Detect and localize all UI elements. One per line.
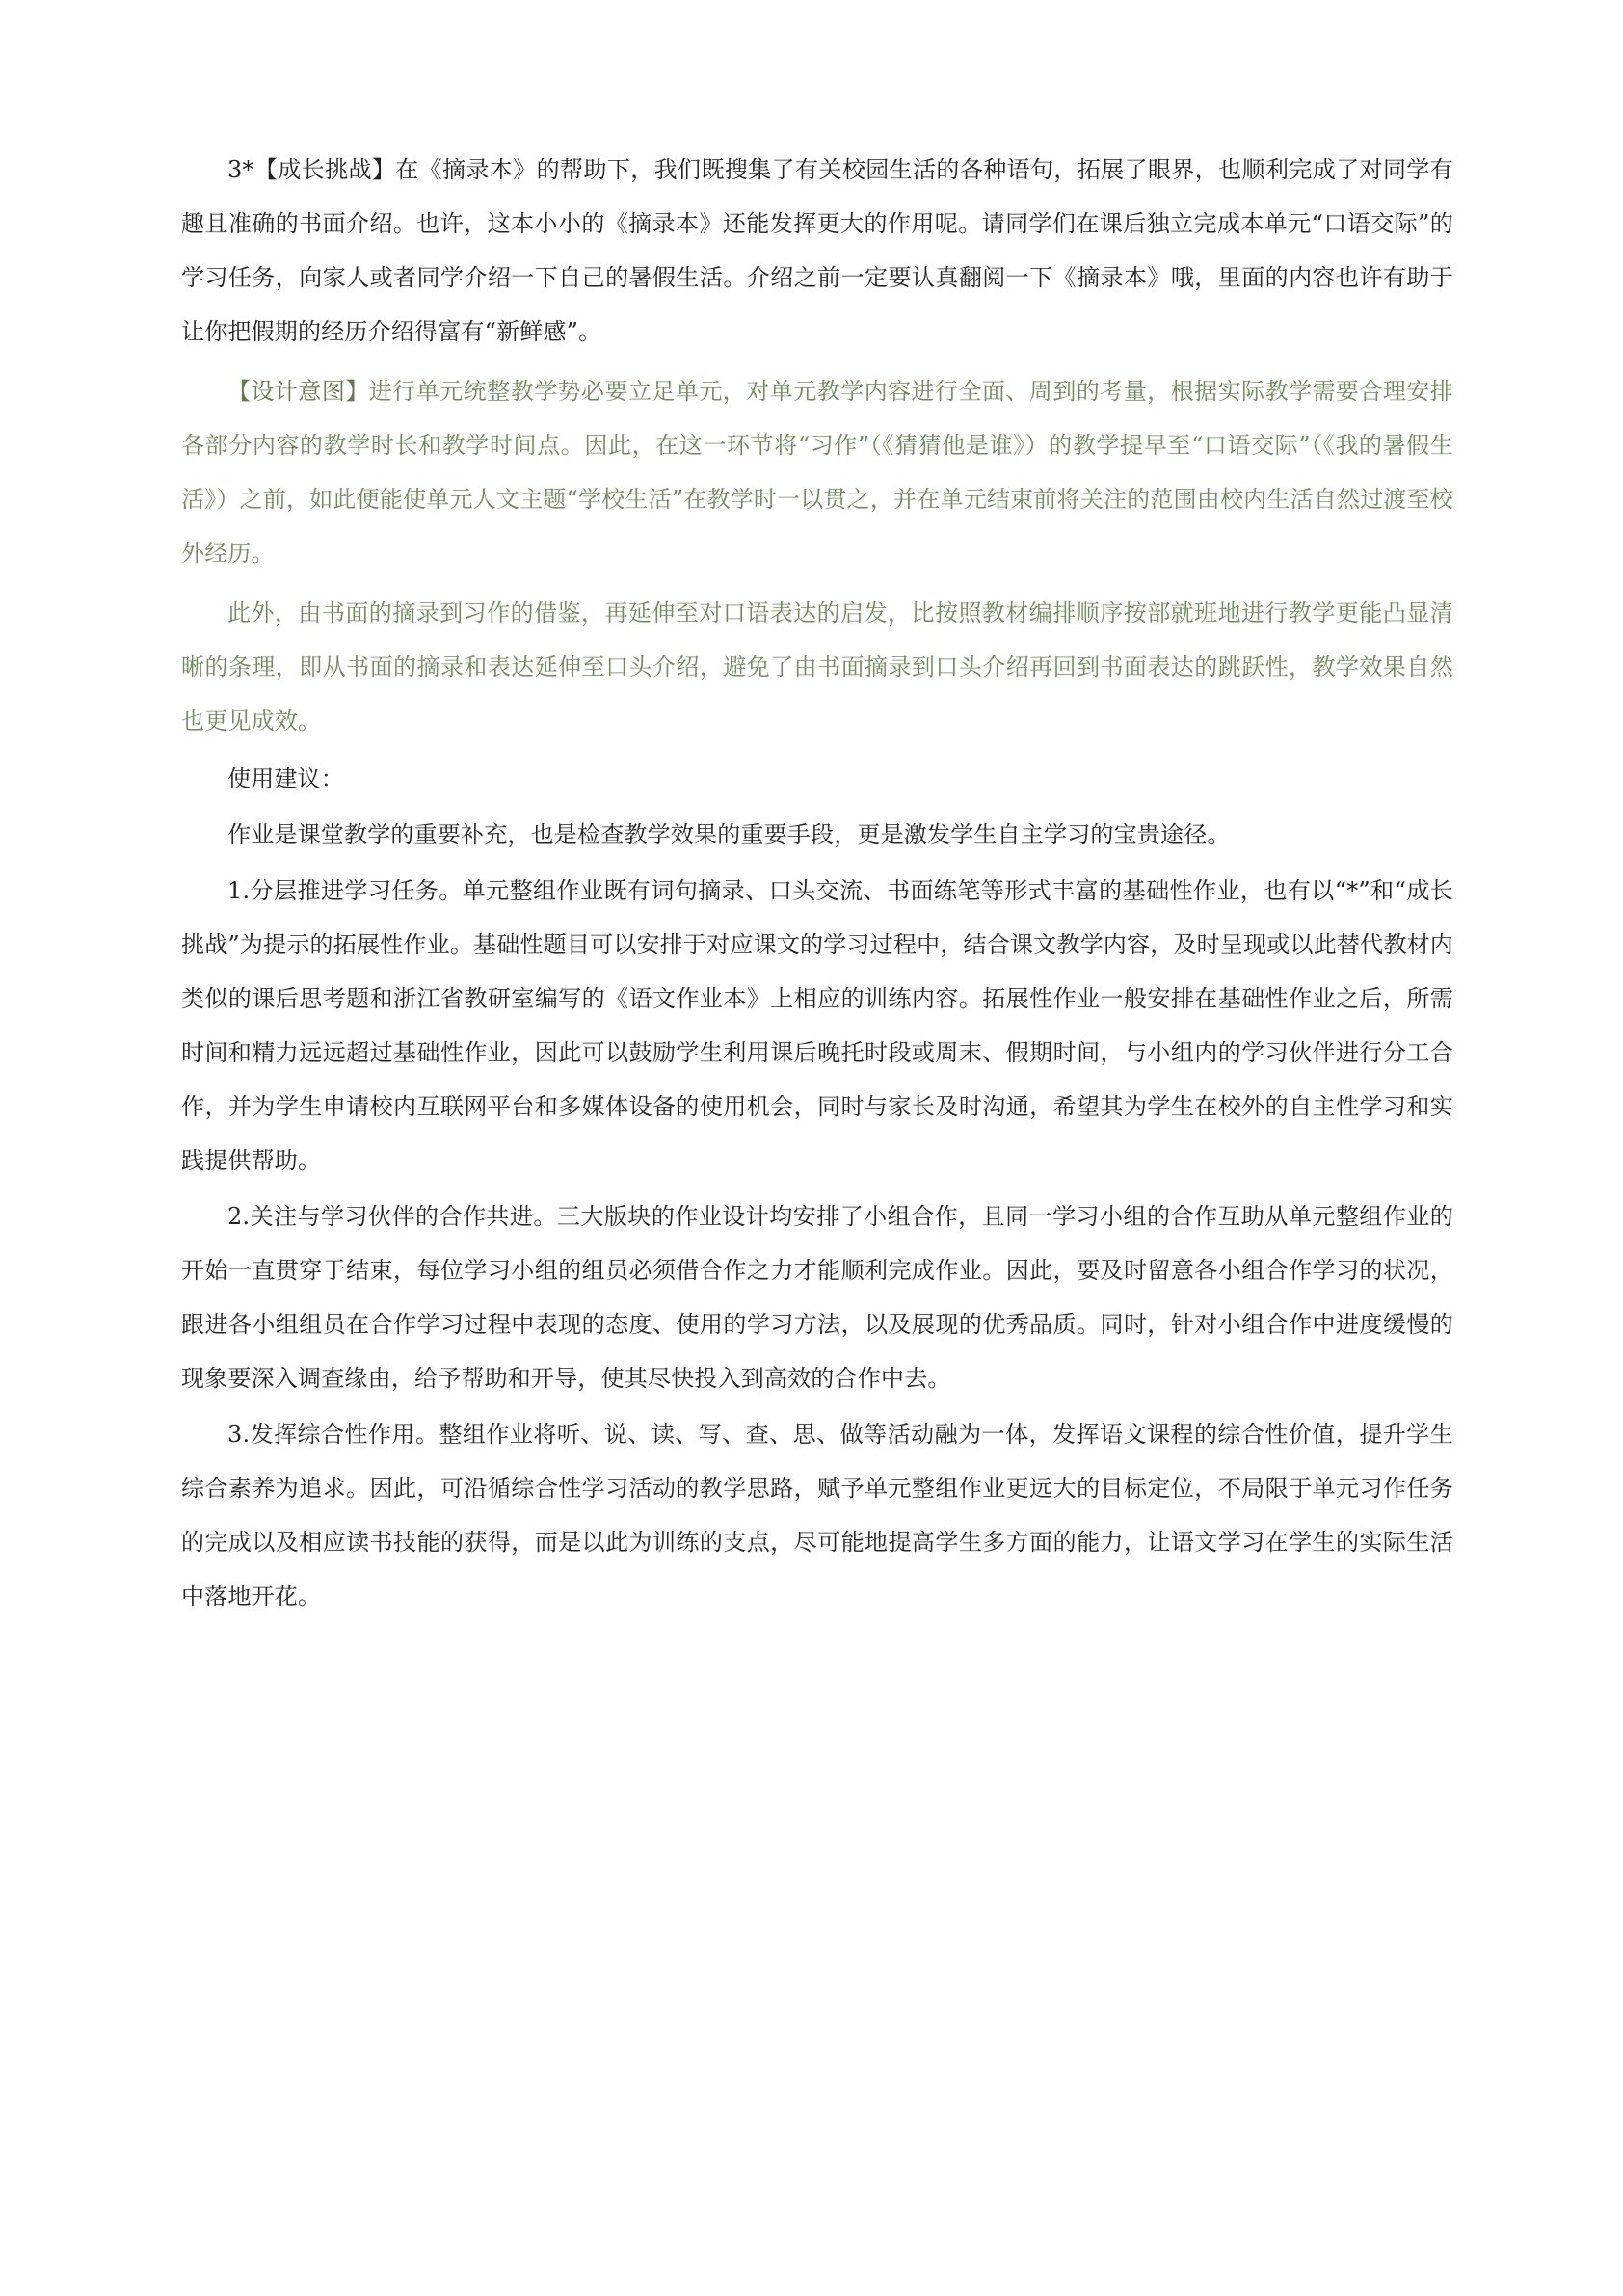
design-rationale-tag: 【设计意图】: [227, 378, 369, 405]
suggestion-item-1: 1.分层推进学习任务。单元整组作业既有词句摘录、口头交流、书面练笔等形式丰富的基础性作业，也有以“*”和“成长挑战”为提示的拓展性作业。基础性题目可以安排于对应课文的学习过程中，结合课文教学内容，及时呈现或以此替代教材内类似的课后思考题和浙江省教研室编写的《语文作业本》上相应的训练内容。拓展性作业一般安排在基础性作业之后，所需时间和精力远远超过基础性作业，因此可以鼓励学生利用课后晚托时段或周末、假期时间，与小组内的学习伙伴进行分工合作，并为学生申请校内互联网平台和多媒体设备的使用机会，同时与家长及时沟通，希望其为学生在校外的自主性学习和实践提供帮助。: [181, 877, 1453, 1174]
usage-suggestions-intro: 作业是课堂教学的重要补充，也是检查教学效果的重要手段，更是激发学生自主学习的宝贵途径。: [227, 821, 1231, 848]
document-body: [181, 143, 1453, 1623]
suggestion-item-2: 2.关注与学习伙伴的合作共进。三大版块的作业设计均安排了小组合作，且同一学习小组的合作互助从单元整组作业的开始一直贯穿于结束，每位学习小组的组员必须借合作之力才能顺利完成作业。因此，要及时留意各小组合作学习的状况，跟进各小组组员在合作学习过程中表现的态度、使用的学习方法，以及展现的优秀品质。同时，针对小组合作中进度缓慢的现象要深入调查缘由，给予帮助和开导，使其尽快投入到高效的合作中去。: [181, 1203, 1453, 1392]
design-rationale-followup: 此外，由书面的摘录到习作的借鉴，再延伸至对口语表达的启发，比按照教材编排顺序按部就班地进行教学更能凸显清晰的条理，即从书面的摘录和表达延伸至口头介绍，避免了由书面摘录到口头介绍再回到书面表达的跳跃性，教学效果自然也更见成效。: [181, 600, 1453, 734]
usage-suggestions-heading: 使用建议：: [227, 765, 344, 792]
challenge-paragraph: 3*【成长挑战】在《摘录本》的帮助下，我们既搜集了有关校园生活的各种语句，拓展了眼界，也顺利完成了对同学有趣且准确的书面介绍。也许，这本小小的《摘录本》还能发挥更大的作用呢。请同学们在课后独立完成本单元“口语交际”的学习任务，向家人或者同学介绍一下自己的暑假生活。介绍之前一定要认真翻阅一下《摘录本》哦，里面的内容也许有助于让你把假期的经历介绍得富有“新鲜感”。: [181, 156, 1453, 345]
design-rationale-text: 进行单元统整教学势必要立足单元，对单元教学内容进行全面、周到的考量，根据实际教学需要合理安排各部分内容的教学时长和教学时间点。因此，在这一环节将“习作”（《猜猜他是谁》）的教学提早至“口语交际”（《我的暑假生活》）之前，如此便能使单元人文主题“学校生活”在教学时一以贯之，并在单元结束前将关注的范围由校内生活自然过渡至校外经历。: [181, 378, 1454, 567]
design-rationale-paragraph: [181, 364, 1453, 580]
suggestion-item-3: 3.发挥综合性作用。整组作业将听、说、读、写、查、思、做等活动融为一体，发挥语文课程的综合性价值，提升学生综合素养为追求。因此，可沿循综合性学习活动的教学思路，赋予单元整组作业更远大的目标定位，不局限于单元习作任务的完成以及相应读书技能的获得，而是以此为训练的支点，尽可能地提高学生多方面的能力，让语文学习在学生的实际生活中落地开花。: [181, 1421, 1453, 1610]
